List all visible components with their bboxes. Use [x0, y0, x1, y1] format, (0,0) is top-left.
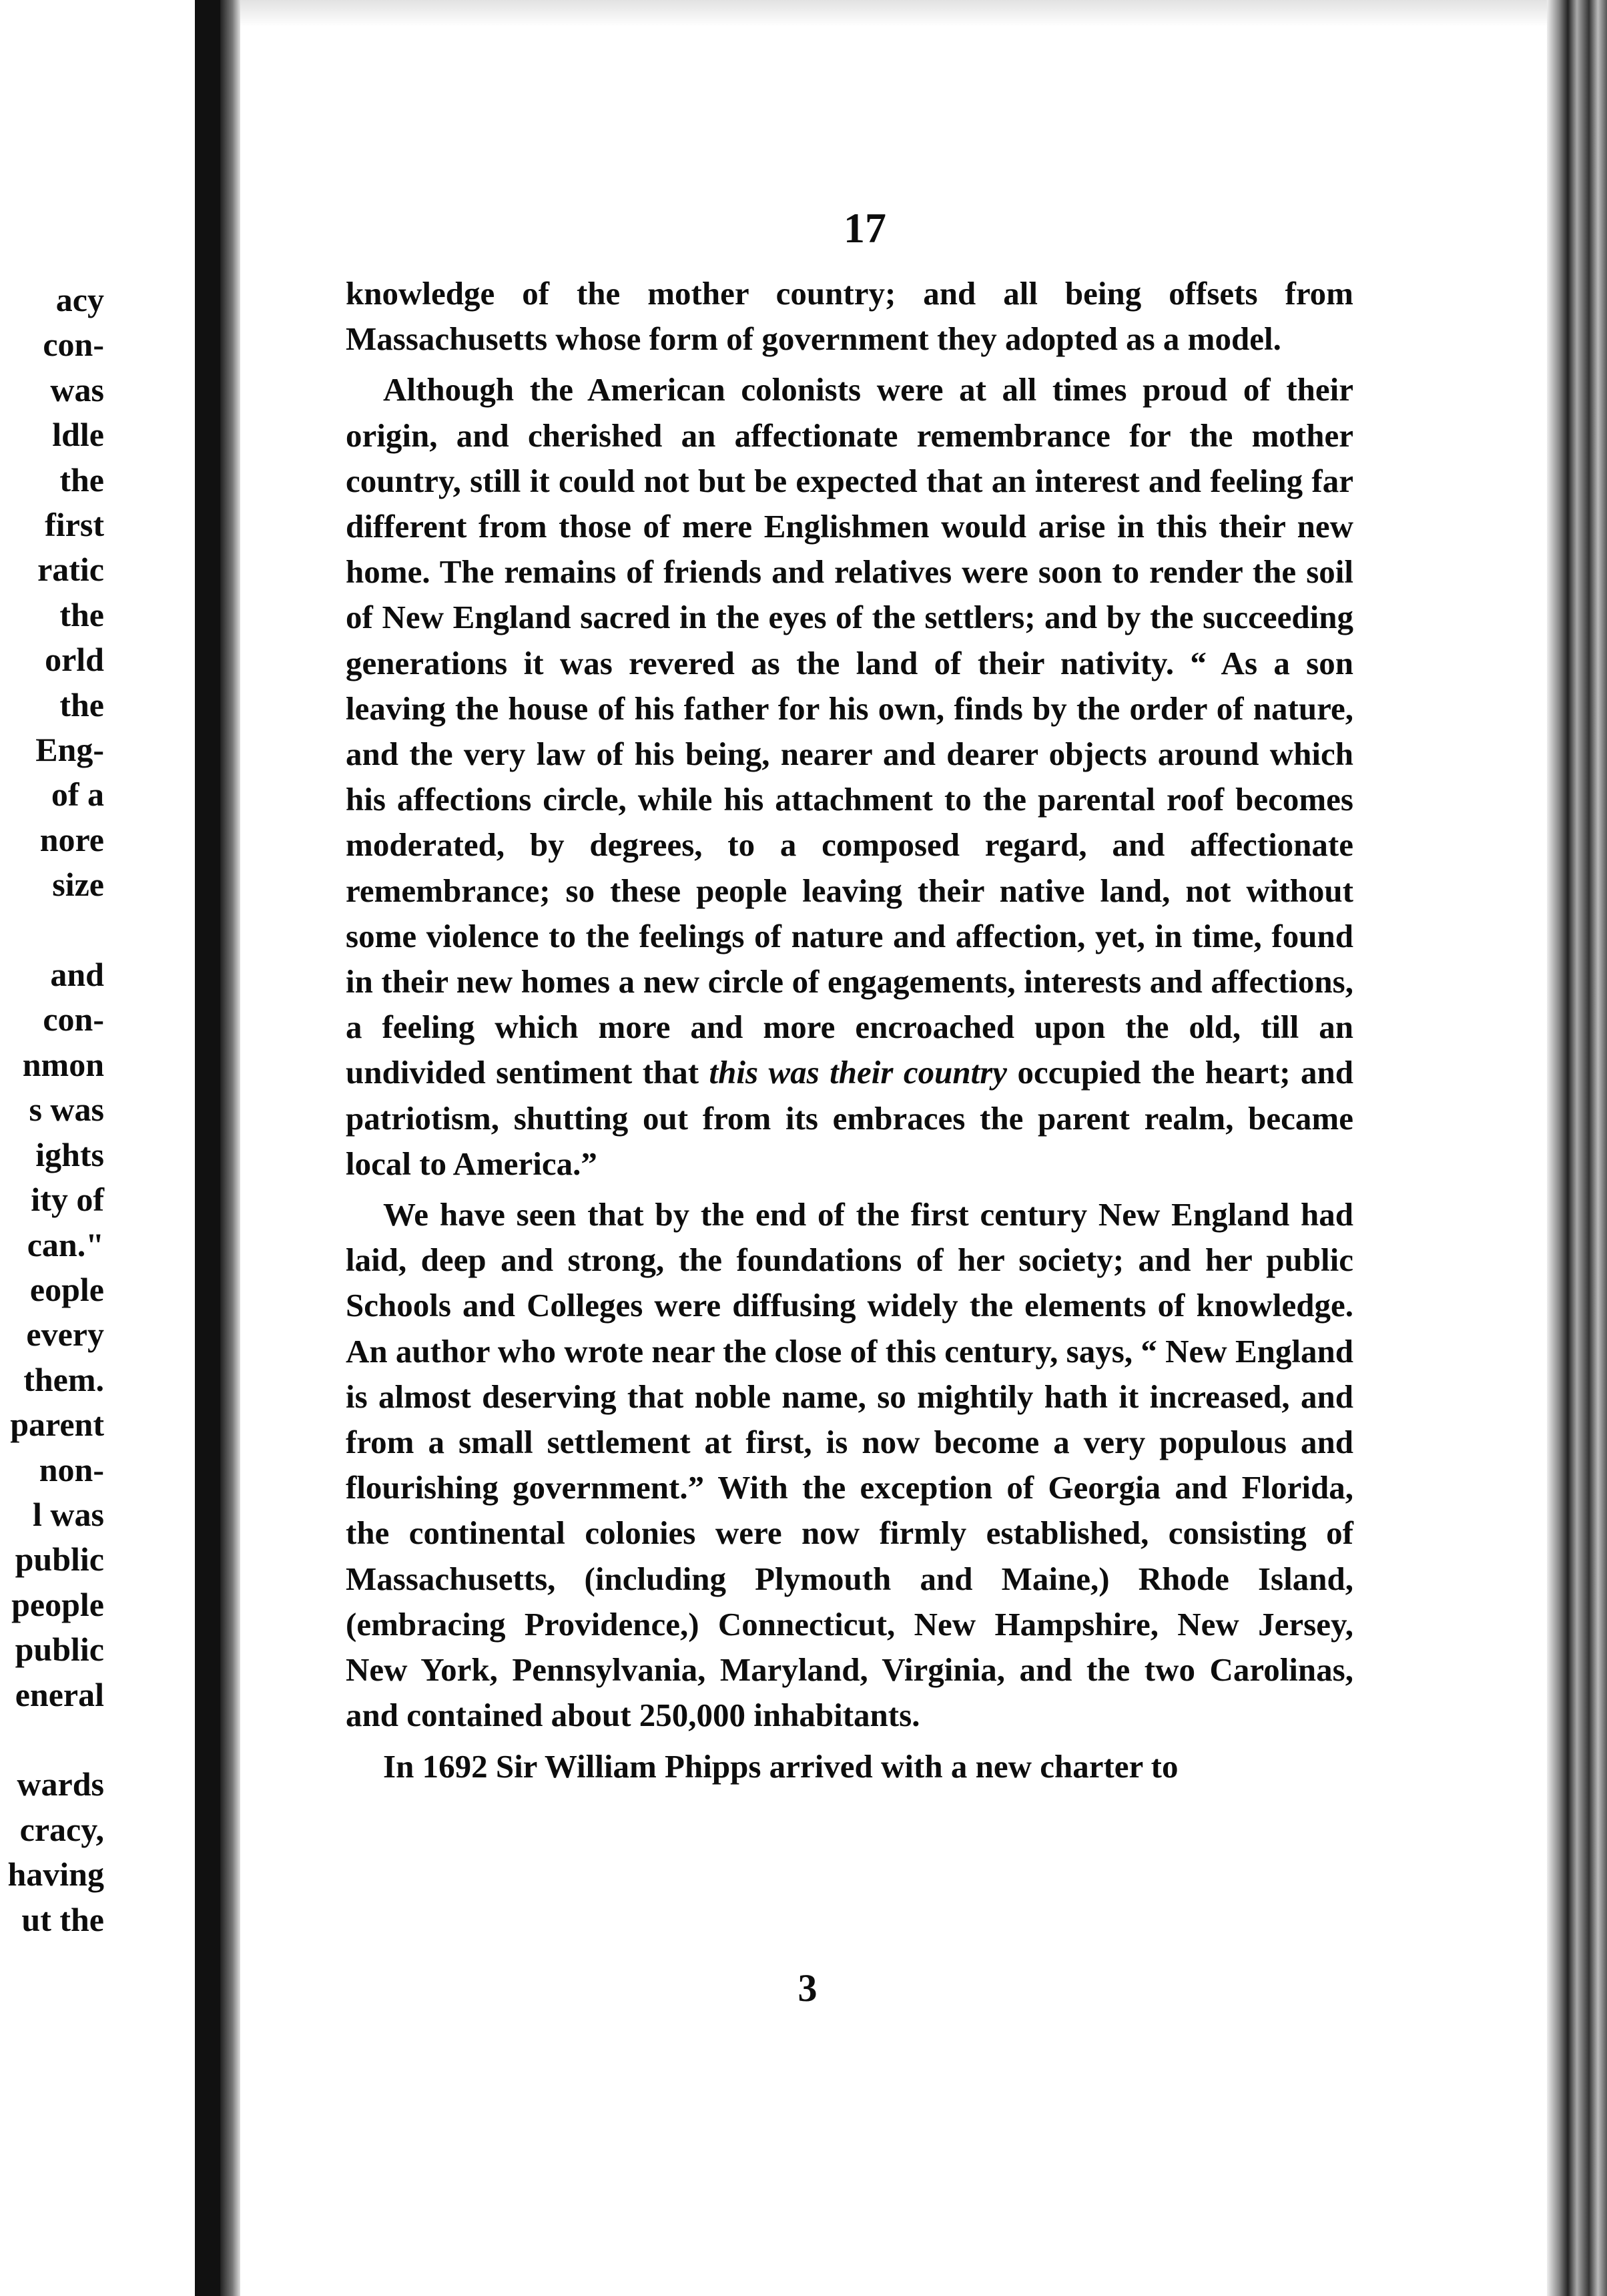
previous-page-line: nore	[39, 820, 104, 858]
previous-page-line: of a	[51, 776, 104, 814]
paragraph-text: occupied the heart; and patriotism, shutting out from its embraces the parent realm, became local to America.”	[346, 1054, 1354, 1182]
paragraph	[346, 367, 1353, 1187]
previous-page-line: s was	[29, 1091, 104, 1129]
book-right-edge	[1547, 0, 1607, 2296]
previous-page-line-fragments	[7, 278, 104, 1942]
previous-page-line: public	[15, 1631, 104, 1669]
previous-page-line: eople	[29, 1270, 104, 1308]
previous-page-line: Eng-	[35, 731, 104, 769]
previous-page-line: the	[59, 595, 104, 633]
previous-page-line: cracy,	[19, 1810, 104, 1848]
book-gutter-shade	[220, 0, 240, 2296]
previous-page-line: size	[52, 866, 104, 904]
previous-page-line: ut the	[21, 1900, 104, 1938]
page-body	[346, 271, 1353, 1789]
paragraph: In 1692 Sir William Phipps arrived with a new charter to	[383, 1747, 1179, 1785]
previous-page-line: first	[45, 506, 104, 544]
previous-page-line	[7, 1717, 104, 1762]
previous-page-line: wards	[17, 1765, 104, 1803]
previous-page-line: and	[50, 956, 104, 994]
previous-page-line: public	[15, 1540, 104, 1579]
page-number: 17	[844, 204, 886, 252]
paragraph: knowledge of the mother country; and all being offsets from Massachusetts whose form of government they adopted as a model.	[346, 275, 1353, 358]
previous-page-line: ity of	[31, 1181, 104, 1219]
previous-page-line: eneral	[15, 1675, 104, 1713]
paragraph-text: Although the American colonists were at all times proud of their origin, and cherished an affectionate remembrance for the mother country, still it could not but be expected that an interest and feeling far different from those of mere Englishmen would arise in this their new home. The remains of friends and relatives were soon to render the soil of New England sacred in the eyes of the settlers; and by the succeeding generations it was revered as the land of their nativity. “ As a son leaving the house of his father for his own, finds by the order of nature, and the very law of his being, nearer and dearer objects around which his affections circle, while his attachment to the parental roof becomes moderated, by degrees, to a composed regard, and affectionate remembrance; so these people leaving their native land, not without some violence to the feelings of nature and affection, yet, in time, found in their new homes a new circle of engagements, interests and affections, a feeling which more and more encroached upon the old, till an undivided sentiment that	[346, 371, 1353, 1091]
page-top-shadow	[240, 0, 1547, 27]
previous-page-line: them.	[23, 1360, 104, 1398]
previous-page-line: parent	[10, 1406, 104, 1444]
previous-page-line: ldle	[52, 416, 104, 454]
previous-page-line: acy	[55, 281, 104, 318]
previous-page-line: the	[59, 685, 104, 724]
previous-page-line: people	[11, 1585, 104, 1623]
previous-page-line: ights	[35, 1135, 104, 1173]
previous-page-line: every	[26, 1316, 104, 1354]
previous-page-line: the	[59, 461, 104, 499]
book-gutter	[195, 0, 220, 2296]
previous-page-line: ratic	[37, 551, 104, 589]
previous-page-line: l was	[33, 1495, 104, 1533]
previous-page-line	[7, 908, 104, 952]
previous-page-line: having	[7, 1855, 104, 1894]
signature-mark: 3	[797, 1966, 818, 2010]
previous-page-line: orld	[45, 641, 104, 679]
previous-page-line: was	[50, 370, 104, 408]
previous-page-line: can."	[27, 1225, 104, 1263]
previous-page-line: non-	[39, 1450, 104, 1488]
italic-phrase: this was their country	[709, 1054, 1008, 1091]
paragraph: We have seen that by the end of the first century New England had laid, deep and strong, the foundations of her society; and her public Schools and Colleges were diffusing widely the elements of knowledge. An author who wrote near the close of this century, says, “ New England is almost deserving that noble name, so mightily hath it increased, and from a small settlement at first, is now become a very populous and flourishing government.” With the exception of Georgia and Florida, the continental colonies were now firmly established, consisting of Massachusetts, (including Plymouth and Maine,) Rhode Island, (embracing Providence,) Connecticut, New Hampshire, New Jersey, New York, Pennsylvania, Maryland, Virginia, and the two Carolinas, and contained about 250,000 inhabitants.	[346, 1196, 1353, 1734]
previous-page-line: con-	[43, 1000, 104, 1039]
previous-page-line: nmon	[22, 1045, 104, 1083]
previous-page-sliver	[0, 0, 194, 2296]
previous-page-line: con-	[43, 326, 104, 364]
